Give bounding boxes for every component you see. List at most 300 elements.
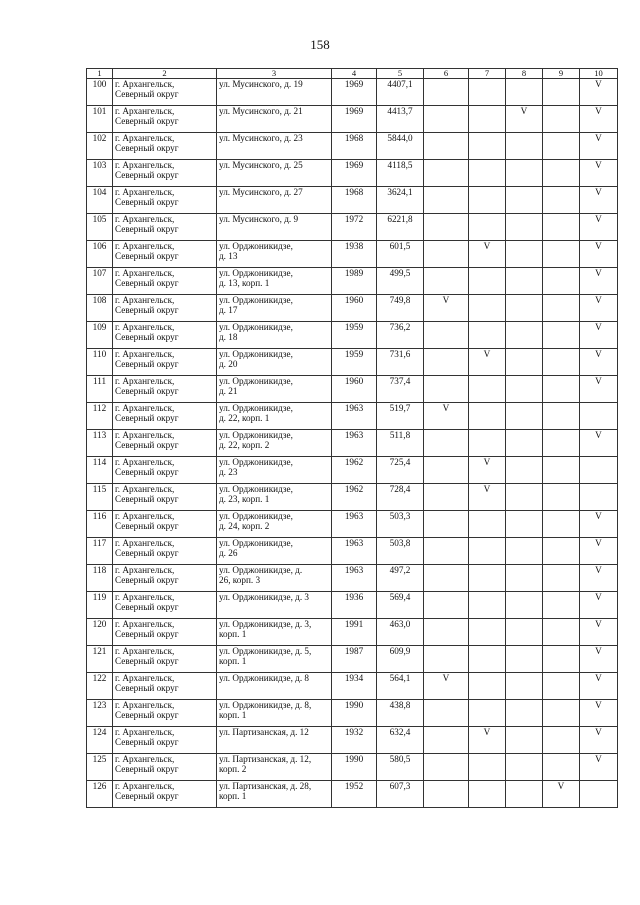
city-district-line: Северный округ xyxy=(115,386,179,397)
area-cell: 632,4 xyxy=(377,727,424,754)
mark-cell-col-8 xyxy=(506,79,543,106)
mark-cell-col-10: V xyxy=(580,349,618,376)
row-number-cell: 114 xyxy=(87,457,113,484)
address-line: ул. Орджоникидзе, xyxy=(219,349,293,359)
year-built-cell: 1962 xyxy=(332,484,377,511)
city-district-line: Северный округ xyxy=(115,494,179,505)
mark-cell-col-9 xyxy=(543,430,580,457)
address-line: ул. Орджоникидзе, xyxy=(219,268,293,278)
table-row xyxy=(87,268,618,295)
mark-cell-col-10: V xyxy=(580,295,618,322)
mark-cell-col-6 xyxy=(424,376,469,403)
city-district-line: г. Архангельск, xyxy=(115,349,175,359)
year-built-cell: 1938 xyxy=(332,241,377,268)
address-line xyxy=(219,683,329,693)
year-built-cell: 1969 xyxy=(332,160,377,187)
mark-cell-col-6 xyxy=(424,133,469,160)
address-cell xyxy=(217,403,332,430)
table-row xyxy=(87,214,618,241)
row-number-cell: 101 xyxy=(87,106,113,133)
city-district-cell xyxy=(113,214,217,241)
city-district-cell xyxy=(113,295,217,322)
area-cell: 4413,7 xyxy=(377,106,424,133)
mark-cell-col-7 xyxy=(469,214,506,241)
mark-cell-col-7: V xyxy=(469,727,506,754)
table-row xyxy=(87,79,618,106)
city-district-line: Северный округ xyxy=(115,764,179,775)
mark-cell-col-8 xyxy=(506,619,543,646)
address-cell xyxy=(217,646,332,673)
mark-cell-col-10: V xyxy=(580,106,618,133)
city-district-cell xyxy=(113,646,217,673)
address-line: ул. Мусинского, д. 21 xyxy=(219,106,303,116)
address-line: д. 20 xyxy=(219,359,238,370)
city-district-line: Северный округ xyxy=(115,89,179,100)
mark-cell-col-8 xyxy=(506,781,543,808)
year-built-cell: 1962 xyxy=(332,457,377,484)
address-line: д. 17 xyxy=(219,305,238,316)
area-cell: 463,0 xyxy=(377,619,424,646)
row-number-cell: 109 xyxy=(87,322,113,349)
city-district-line: г. Архангельск, xyxy=(115,538,175,548)
year-built-cell: 1968 xyxy=(332,133,377,160)
mark-cell-col-8 xyxy=(506,160,543,187)
address-line: ул. Орджоникидзе, xyxy=(219,484,293,494)
mark-cell-col-7 xyxy=(469,403,506,430)
address-line xyxy=(219,224,329,234)
city-district-cell xyxy=(113,457,217,484)
city-district-cell xyxy=(113,754,217,781)
area-cell: 749,8 xyxy=(377,295,424,322)
area-cell: 728,4 xyxy=(377,484,424,511)
mark-cell-col-7 xyxy=(469,619,506,646)
area-cell: 737,4 xyxy=(377,376,424,403)
mark-cell-col-7 xyxy=(469,565,506,592)
mark-cell-col-8 xyxy=(506,700,543,727)
city-district-line: г. Архангельск, xyxy=(115,565,175,575)
mark-cell-col-6 xyxy=(424,619,469,646)
year-built-cell: 1963 xyxy=(332,565,377,592)
address-line: ул. Орджоникидзе, xyxy=(219,538,293,548)
city-district-line: Северный округ xyxy=(115,359,179,370)
city-district-line: г. Архангельск, xyxy=(115,619,175,629)
address-line: д. 24, корп. 2 xyxy=(219,521,270,532)
city-district-line: г. Архангельск, xyxy=(115,295,175,305)
city-district-line: г. Архангельск, xyxy=(115,484,175,494)
mark-cell-col-10: V xyxy=(580,322,618,349)
mark-cell-col-9 xyxy=(543,133,580,160)
city-district-line: Северный округ xyxy=(115,413,179,424)
mark-cell-col-9 xyxy=(543,700,580,727)
mark-cell-col-8 xyxy=(506,673,543,700)
mark-cell-col-7 xyxy=(469,781,506,808)
mark-cell-col-7 xyxy=(469,646,506,673)
address-line: д. 18 xyxy=(219,332,238,343)
mark-cell-col-9 xyxy=(543,376,580,403)
year-built-cell: 1990 xyxy=(332,754,377,781)
city-district-line: г. Архангельск, xyxy=(115,511,175,521)
mark-cell-col-9 xyxy=(543,322,580,349)
address-line: д. 22, корп. 2 xyxy=(219,440,270,451)
city-district-line: г. Архангельск, xyxy=(115,430,175,440)
address-line: ул. Мусинского, д. 23 xyxy=(219,133,303,143)
mark-cell-col-6 xyxy=(424,727,469,754)
city-district-cell xyxy=(113,160,217,187)
city-district-line: г. Архангельск, xyxy=(115,268,175,278)
address-line: ул. Орджоникидзе, д. 8, xyxy=(219,700,312,710)
year-built-cell: 1989 xyxy=(332,268,377,295)
city-district-line: г. Архангельск, xyxy=(115,403,175,413)
year-built-cell: 1960 xyxy=(332,295,377,322)
address-cell xyxy=(217,754,332,781)
address-cell xyxy=(217,430,332,457)
table-row xyxy=(87,700,618,727)
mark-cell-col-6 xyxy=(424,241,469,268)
mark-cell-col-10: V xyxy=(580,430,618,457)
mark-cell-col-7 xyxy=(469,160,506,187)
address-cell xyxy=(217,160,332,187)
mark-cell-col-7 xyxy=(469,592,506,619)
address-line: корп. 1 xyxy=(219,791,247,802)
mark-cell-col-6: V xyxy=(424,403,469,430)
city-district-line: г. Архангельск, xyxy=(115,700,175,710)
city-district-line: Северный округ xyxy=(115,143,179,154)
area-cell: 564,1 xyxy=(377,673,424,700)
table-row xyxy=(87,484,618,511)
address-cell xyxy=(217,376,332,403)
year-built-cell: 1960 xyxy=(332,376,377,403)
row-number-cell: 116 xyxy=(87,511,113,538)
year-built-cell: 1952 xyxy=(332,781,377,808)
area-cell: 519,7 xyxy=(377,403,424,430)
city-district-line: Северный округ xyxy=(115,629,179,640)
address-line: ул. Партизанская, д. 12 xyxy=(219,727,309,737)
mark-cell-col-7 xyxy=(469,295,506,322)
address-line: ул. Орджоникидзе, д. 5, xyxy=(219,646,312,656)
address-cell xyxy=(217,727,332,754)
city-district-line: г. Архангельск, xyxy=(115,781,175,791)
mark-cell-col-9 xyxy=(543,727,580,754)
address-line: ул. Партизанская, д. 12, xyxy=(219,754,312,764)
year-built-cell: 1969 xyxy=(332,106,377,133)
row-number-cell: 111 xyxy=(87,376,113,403)
city-district-line: г. Архангельск, xyxy=(115,673,175,683)
row-number-cell: 117 xyxy=(87,538,113,565)
mark-cell-col-9 xyxy=(543,457,580,484)
area-cell: 4118,5 xyxy=(377,160,424,187)
city-district-line: г. Архангельск, xyxy=(115,187,175,197)
city-district-line: г. Архангельск, xyxy=(115,241,175,251)
mark-cell-col-6 xyxy=(424,160,469,187)
city-district-cell xyxy=(113,79,217,106)
city-district-cell xyxy=(113,430,217,457)
mark-cell-col-8 xyxy=(506,646,543,673)
address-cell xyxy=(217,349,332,376)
mark-cell-col-9 xyxy=(543,349,580,376)
mark-cell-col-8 xyxy=(506,376,543,403)
table-row xyxy=(87,322,618,349)
address-cell xyxy=(217,295,332,322)
address-line: корп. 1 xyxy=(219,656,247,667)
year-built-cell: 1959 xyxy=(332,349,377,376)
table-row xyxy=(87,565,618,592)
area-cell: 569,4 xyxy=(377,592,424,619)
city-district-cell xyxy=(113,565,217,592)
row-number-cell: 115 xyxy=(87,484,113,511)
table-row xyxy=(87,430,618,457)
mark-cell-col-7 xyxy=(469,700,506,727)
mark-cell-col-6 xyxy=(424,511,469,538)
city-district-cell xyxy=(113,403,217,430)
mark-cell-col-6: V xyxy=(424,673,469,700)
column-number-5: 5 xyxy=(377,69,424,79)
address-line: д. 13 xyxy=(219,251,238,262)
mark-cell-col-7: V xyxy=(469,484,506,511)
city-district-cell xyxy=(113,349,217,376)
city-district-line: г. Архангельск, xyxy=(115,133,175,143)
area-cell: 580,5 xyxy=(377,754,424,781)
table-row xyxy=(87,241,618,268)
table-row xyxy=(87,538,618,565)
city-district-cell xyxy=(113,241,217,268)
table-row xyxy=(87,673,618,700)
mark-cell-col-10: V xyxy=(580,646,618,673)
mark-cell-col-6 xyxy=(424,592,469,619)
mark-cell-col-8 xyxy=(506,349,543,376)
row-number-cell: 102 xyxy=(87,133,113,160)
mark-cell-col-7 xyxy=(469,322,506,349)
table-row xyxy=(87,592,618,619)
mark-cell-col-9 xyxy=(543,268,580,295)
mark-cell-col-10 xyxy=(580,781,618,808)
mark-cell-col-6 xyxy=(424,79,469,106)
mark-cell-col-6 xyxy=(424,781,469,808)
column-number-header-row xyxy=(87,69,618,79)
address-line: ул. Орджоникидзе, xyxy=(219,241,293,251)
city-district-line: Северный округ xyxy=(115,575,179,586)
row-number-cell: 119 xyxy=(87,592,113,619)
table-row xyxy=(87,349,618,376)
mark-cell-col-10: V xyxy=(580,214,618,241)
table-row xyxy=(87,457,618,484)
row-number-cell: 124 xyxy=(87,727,113,754)
table-row xyxy=(87,781,618,808)
table-row xyxy=(87,106,618,133)
mark-cell-col-8 xyxy=(506,592,543,619)
area-cell: 6221,8 xyxy=(377,214,424,241)
city-district-cell xyxy=(113,700,217,727)
mark-cell-col-6 xyxy=(424,538,469,565)
city-district-cell xyxy=(113,187,217,214)
address-line xyxy=(219,197,329,207)
city-district-cell xyxy=(113,511,217,538)
mark-cell-col-7 xyxy=(469,106,506,133)
city-district-line: Северный округ xyxy=(115,197,179,208)
address-line: корп. 1 xyxy=(219,629,247,640)
year-built-cell: 1991 xyxy=(332,619,377,646)
area-cell: 497,2 xyxy=(377,565,424,592)
mark-cell-col-10 xyxy=(580,484,618,511)
mark-cell-col-6 xyxy=(424,646,469,673)
table-row xyxy=(87,133,618,160)
mark-cell-col-7 xyxy=(469,187,506,214)
table-row xyxy=(87,646,618,673)
mark-cell-col-9 xyxy=(543,106,580,133)
mark-cell-col-9 xyxy=(543,79,580,106)
row-number-cell: 110 xyxy=(87,349,113,376)
year-built-cell: 1963 xyxy=(332,511,377,538)
address-cell xyxy=(217,79,332,106)
city-district-line: Северный округ xyxy=(115,602,179,613)
city-district-cell xyxy=(113,268,217,295)
area-cell: 601,5 xyxy=(377,241,424,268)
address-cell xyxy=(217,268,332,295)
mark-cell-col-6: V xyxy=(424,295,469,322)
mark-cell-col-10: V xyxy=(580,619,618,646)
year-built-cell: 1963 xyxy=(332,403,377,430)
address-cell xyxy=(217,592,332,619)
mark-cell-col-7 xyxy=(469,430,506,457)
city-district-line: г. Архангельск, xyxy=(115,376,175,386)
column-number-8: 8 xyxy=(506,69,543,79)
city-district-line: Северный округ xyxy=(115,332,179,343)
mark-cell-col-6 xyxy=(424,430,469,457)
area-cell: 499,5 xyxy=(377,268,424,295)
mark-cell-col-10: V xyxy=(580,187,618,214)
mark-cell-col-7 xyxy=(469,754,506,781)
city-district-line: г. Архангельск, xyxy=(115,592,175,602)
city-district-line: Северный округ xyxy=(115,548,179,559)
city-district-line: г. Архангельск, xyxy=(115,457,175,467)
row-number-cell: 125 xyxy=(87,754,113,781)
city-district-line: Северный округ xyxy=(115,278,179,289)
mark-cell-col-6 xyxy=(424,565,469,592)
column-number-1: 1 xyxy=(87,69,113,79)
address-line xyxy=(219,116,329,126)
city-district-line: Северный округ xyxy=(115,737,179,748)
mark-cell-col-10: V xyxy=(580,673,618,700)
city-district-cell xyxy=(113,619,217,646)
address-cell xyxy=(217,673,332,700)
address-line: ул. Орджоникидзе, xyxy=(219,403,293,413)
city-district-cell xyxy=(113,322,217,349)
address-cell xyxy=(217,619,332,646)
mark-cell-col-10: V xyxy=(580,160,618,187)
mark-cell-col-6 xyxy=(424,484,469,511)
mark-cell-col-7 xyxy=(469,511,506,538)
row-number-cell: 106 xyxy=(87,241,113,268)
address-line: 26, корп. 3 xyxy=(219,575,261,586)
address-cell xyxy=(217,214,332,241)
mark-cell-col-7 xyxy=(469,133,506,160)
address-line xyxy=(219,89,329,99)
year-built-cell: 1936 xyxy=(332,592,377,619)
mark-cell-col-10: V xyxy=(580,592,618,619)
mark-cell-col-9 xyxy=(543,673,580,700)
mark-cell-col-6 xyxy=(424,214,469,241)
address-cell xyxy=(217,106,332,133)
city-district-cell xyxy=(113,106,217,133)
mark-cell-col-8 xyxy=(506,133,543,160)
address-line: ул. Мусинского, д. 27 xyxy=(219,187,303,197)
address-line xyxy=(219,143,329,153)
city-district-cell xyxy=(113,781,217,808)
mark-cell-col-6 xyxy=(424,322,469,349)
address-line: ул. Партизанская, д. 28, xyxy=(219,781,312,791)
mark-cell-col-6 xyxy=(424,106,469,133)
city-district-line: Северный округ xyxy=(115,305,179,316)
column-number-4: 4 xyxy=(332,69,377,79)
year-built-cell: 1968 xyxy=(332,187,377,214)
mark-cell-col-10 xyxy=(580,403,618,430)
mark-cell-col-7: V xyxy=(469,457,506,484)
city-district-line: г. Архангельск, xyxy=(115,646,175,656)
housing-register-table xyxy=(86,68,618,808)
mark-cell-col-9 xyxy=(543,511,580,538)
address-line: ул. Орджоникидзе, xyxy=(219,457,293,467)
mark-cell-col-10: V xyxy=(580,79,618,106)
mark-cell-col-7 xyxy=(469,268,506,295)
address-cell xyxy=(217,781,332,808)
mark-cell-col-9 xyxy=(543,160,580,187)
address-cell xyxy=(217,484,332,511)
mark-cell-col-9 xyxy=(543,214,580,241)
year-built-cell: 1963 xyxy=(332,430,377,457)
year-built-cell: 1987 xyxy=(332,646,377,673)
city-district-line: г. Архангельск, xyxy=(115,754,175,764)
mark-cell-col-8 xyxy=(506,187,543,214)
address-line xyxy=(219,737,329,747)
row-number-cell: 103 xyxy=(87,160,113,187)
address-line: корп. 2 xyxy=(219,764,247,775)
mark-cell-col-10: V xyxy=(580,538,618,565)
mark-cell-col-9 xyxy=(543,295,580,322)
address-line: корп. 1 xyxy=(219,710,247,721)
mark-cell-col-9 xyxy=(543,619,580,646)
mark-cell-col-9 xyxy=(543,403,580,430)
city-district-line: г. Архангельск, xyxy=(115,106,175,116)
row-number-cell: 108 xyxy=(87,295,113,322)
area-cell: 607,3 xyxy=(377,781,424,808)
row-number-cell: 105 xyxy=(87,214,113,241)
area-cell: 511,8 xyxy=(377,430,424,457)
mark-cell-col-8: V xyxy=(506,106,543,133)
city-district-line: Северный округ xyxy=(115,251,179,262)
address-line: д. 23 xyxy=(219,467,238,478)
address-line: д. 21 xyxy=(219,386,238,397)
row-number-cell: 126 xyxy=(87,781,113,808)
mark-cell-col-8 xyxy=(506,484,543,511)
area-cell: 503,3 xyxy=(377,511,424,538)
mark-cell-col-9 xyxy=(543,187,580,214)
mark-cell-col-6 xyxy=(424,268,469,295)
table-row xyxy=(87,511,618,538)
mark-cell-col-9 xyxy=(543,646,580,673)
row-number-cell: 104 xyxy=(87,187,113,214)
page-number: 158 xyxy=(310,37,330,52)
city-district-cell xyxy=(113,673,217,700)
city-district-line: Северный округ xyxy=(115,467,179,478)
year-built-cell: 1969 xyxy=(332,79,377,106)
mark-cell-col-7: V xyxy=(469,241,506,268)
mark-cell-col-8 xyxy=(506,268,543,295)
area-cell: 503,8 xyxy=(377,538,424,565)
row-number-cell: 122 xyxy=(87,673,113,700)
mark-cell-col-8 xyxy=(506,403,543,430)
city-district-cell xyxy=(113,538,217,565)
address-line: ул. Орджоникидзе, xyxy=(219,511,293,521)
year-built-cell: 1932 xyxy=(332,727,377,754)
